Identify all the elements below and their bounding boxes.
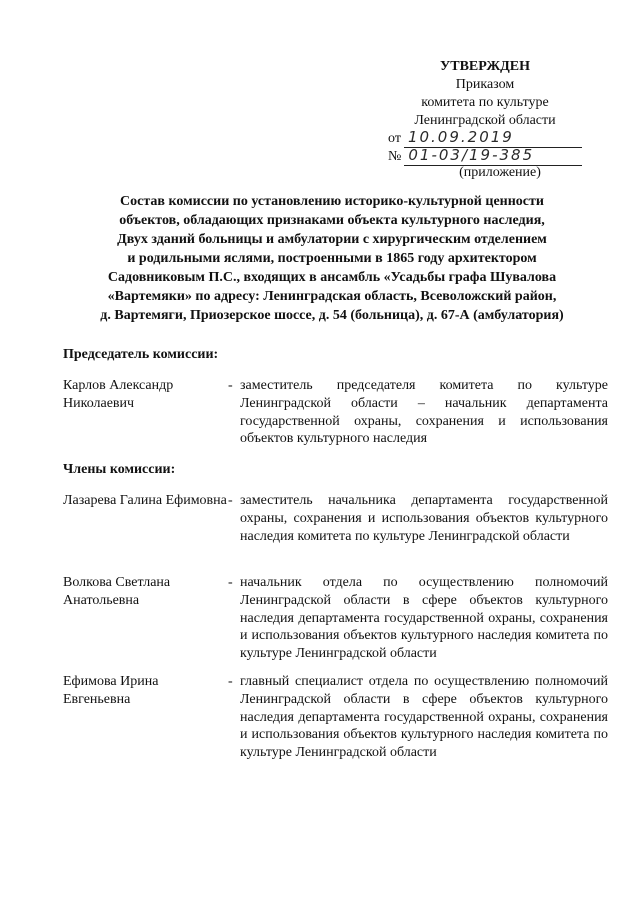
title-line: объектов, обладающих признаками объекта культурного наследия, [119,213,545,228]
member-dash: - [228,493,233,508]
title-line: и родильными яслями, построенными в 1865 году архитектором [127,251,537,266]
title-line: Садовниковым П.С., входящих в ансамбль «Усадьбы графа Шувалова [107,270,557,285]
order-date-handwritten: 10.09.2019 [407,128,514,146]
member-position: заместитель начальника департамента государственной охраны, сохранения и использования объектов культурного наследия комитета по культуре Ленинградской области [240,493,608,544]
order-number-prefix: № [388,149,402,164]
chairman-entry [63,377,608,448]
member-name: Карлов Александр Николаевич [63,378,174,411]
order-date-row [388,128,582,148]
appendix-label: (приложение) [459,165,541,180]
title-line: д. Вартемяги, Приозерское шоссе, д. 54 (больница), д. 67-А (амбулатория) [100,308,564,323]
title-line: Состав комиссии по установлению историко-культурной ценности [120,194,544,209]
approval-block [388,58,582,130]
member-name: Лазарева Галина Ефимовна [63,493,227,508]
member-dash: - [228,378,233,393]
member-name: Ефимова Ирина Евгеньевна [63,674,159,707]
member-position: заместитель председателя комитета по культуре Ленинградской области – начальник департамента государственной охраны, сохранения и использования объектов культурного наследия [240,378,608,447]
chairman-heading: Председатель комиссии: [63,347,219,362]
member-position: начальник отдела по осуществлению полномочий Ленинградской области в сфере объектов культурного наследия департамента государственной охраны, сохранения и использования объектов культурного наследия комитета по культуре Ленинградской области [240,575,608,662]
member-position: главный специалист отдела по осуществлению полномочий Ленинградской области в сфере объектов культурного наследия департамента государственной охраны, сохранения и использования объектов культурного наследия комитета по культуре Ленинградской области [240,674,608,761]
title-line: Двух зданий больницы и амбулатории с хирургическим отделением [117,232,547,247]
member-dash: - [228,575,233,590]
order-date-prefix: от [388,131,401,146]
approval-order-line: Приказом [455,77,515,92]
member-entry [63,492,608,545]
approval-title: УТВЕРЖДЕН [439,59,531,74]
member-entry [63,673,608,762]
member-name: Волкова Светлана Анатольевна [63,575,171,608]
members-heading: Члены комиссии: [63,462,176,477]
order-number-handwritten: 01-03/19-385 [408,146,535,164]
approval-region-line: Ленинградской области [414,113,556,128]
approval-committee-line: комитета по культуре [421,95,549,110]
member-dash: - [228,674,233,689]
member-entry [63,574,608,663]
order-number-row [388,146,582,166]
document-title [76,192,588,325]
title-line: «Вартемяки» по адресу: Ленинградская область, Всеволожский район, [107,289,557,304]
